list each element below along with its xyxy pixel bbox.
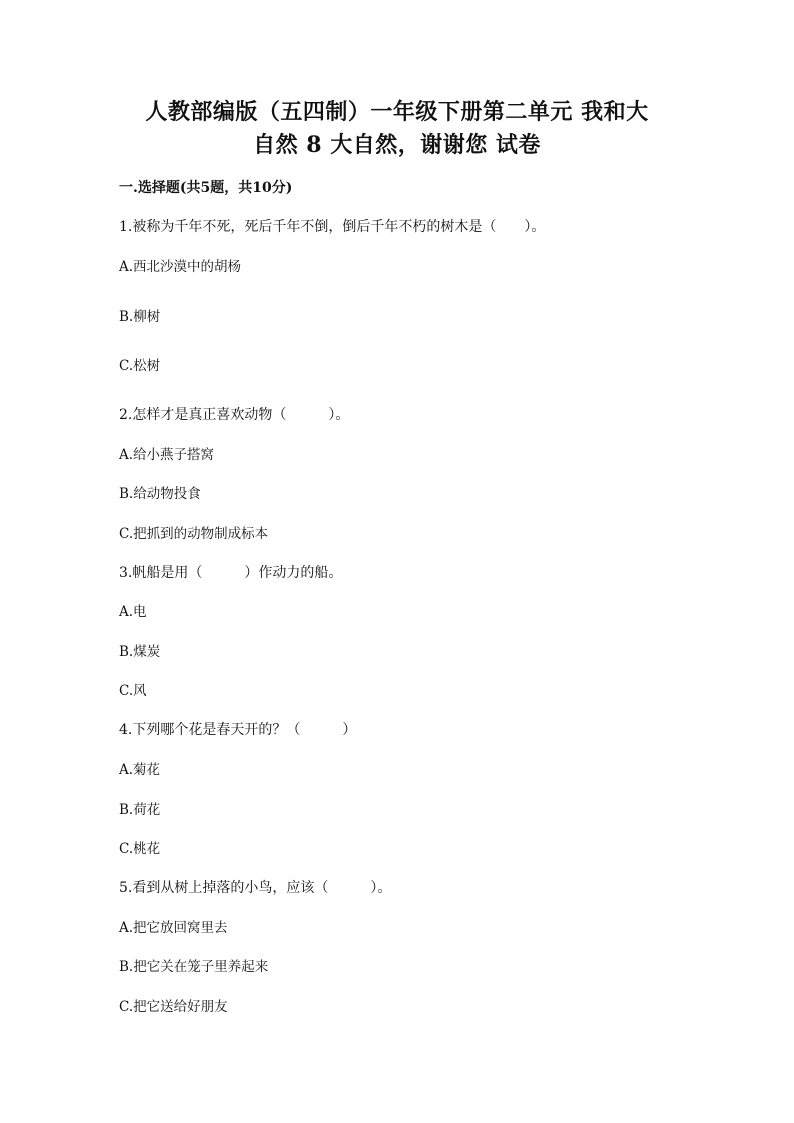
question-5-option-a: A.把它放回窝里去 <box>119 920 228 936</box>
question-1-option-b: B.柳树 <box>119 309 161 325</box>
section-heading: 一.选择题(共5题，共10分) <box>119 180 293 196</box>
page-title-line-2: 自然 8 大自然，谢谢您 试卷 <box>253 132 541 158</box>
question-1-option-a: A.西北沙漠中的胡杨 <box>119 259 242 275</box>
question-2-stem: 2.怎样才是真正喜欢动物（ ）。 <box>119 407 350 423</box>
question-3-stem: 3.帆船是用（ ）作动力的船。 <box>119 565 343 581</box>
question-3-option-b: B.煤炭 <box>119 644 161 660</box>
question-3-option-a: A.电 <box>119 604 147 620</box>
question-2-option-b: B.给动物投食 <box>119 486 201 502</box>
question-4-option-c: C.桃花 <box>119 841 161 857</box>
question-5-option-c: C.把它送给好朋友 <box>119 999 228 1015</box>
question-4-option-b: B.荷花 <box>119 802 161 818</box>
question-2-option-c: C.把抓到的动物制成标本 <box>119 526 269 542</box>
page-title-line-1: 人教部编版（五四制）一年级下册第二单元 我和大 <box>145 99 649 125</box>
question-5-stem: 5.看到从树上掉落的小鸟，应该（ ）。 <box>119 880 392 896</box>
question-4-option-a: A.菊花 <box>119 762 161 778</box>
question-5-option-b: B.把它关在笼子里养起来 <box>119 959 269 975</box>
question-1-option-c: C.松树 <box>119 358 161 374</box>
question-4-stem: 4.下列哪个花是春天开的？（ ） <box>119 722 357 738</box>
question-1-stem: 1.被称为千年不死，死后千年不倒，倒后千年不朽的树木是（ ）。 <box>119 219 546 235</box>
question-3-option-c: C.风 <box>119 683 147 699</box>
question-2-option-a: A.给小燕子搭窝 <box>119 447 215 463</box>
